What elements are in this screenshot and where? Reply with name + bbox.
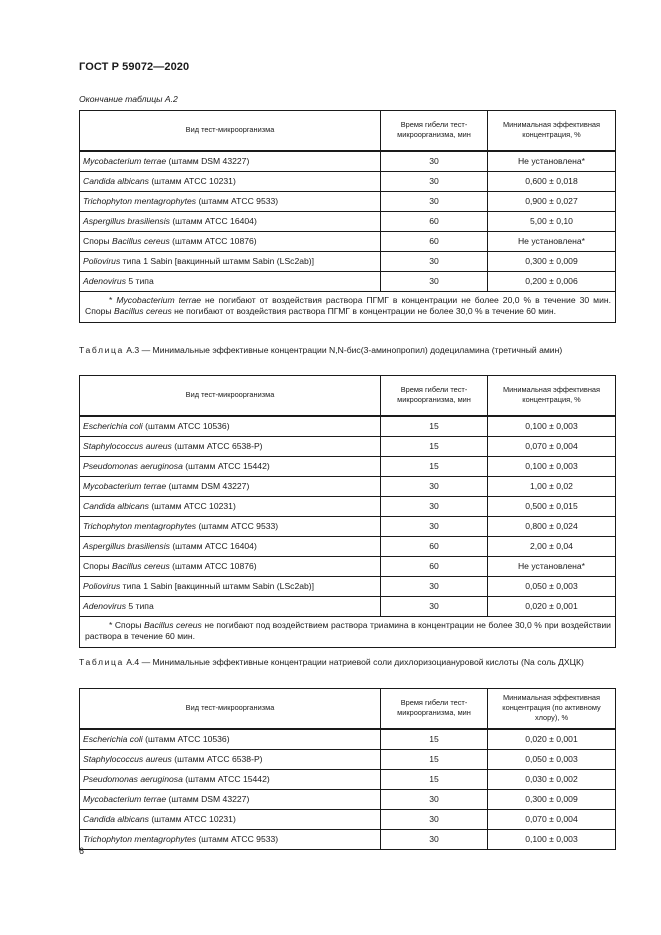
table-a4 [79, 688, 616, 850]
organism-cell: Trichophyton mentagrophytes (штамм ATCC 9533) [80, 191, 381, 211]
organism-cell: Candida albicans (штамм ATCC 10231) [80, 496, 381, 516]
organism-cell: Candida albicans (штамм ATCC 10231) [80, 171, 381, 191]
concentration-cell: 0,300 ± 0,009 [488, 251, 616, 271]
time-cell: 60 [381, 231, 488, 251]
time-cell: 30 [381, 271, 488, 291]
header-concentration: Минимальная эффективная концентрация, % [488, 376, 616, 416]
organism-cell: Mycobacterium terrae (штамм DSM 43227) [80, 151, 381, 172]
table-row [80, 809, 616, 829]
table-a3-caption: Таблица А.3 — Минимальные эффективные концентрации N,N-бис(3-аминопропил) додециламина (третичный амин) [79, 345, 563, 355]
time-cell: 15 [381, 436, 488, 456]
organism-cell: Pseudomonas aeruginosa (штамм ATCC 15442) [80, 769, 381, 789]
table-row [80, 829, 616, 849]
table-row [80, 251, 616, 271]
organism-cell: Mycobacterium terrae (штамм DSM 43227) [80, 789, 381, 809]
time-cell: 60 [381, 556, 488, 576]
concentration-cell: 0,020 ± 0,001 [488, 596, 616, 616]
time-cell: 15 [381, 769, 488, 789]
time-cell: 15 [381, 729, 488, 750]
concentration-cell: 0,100 ± 0,003 [488, 416, 616, 437]
header-time: Время гибели тест-микроорганизма, мин [381, 689, 488, 729]
concentration-cell: Не установлена* [488, 151, 616, 172]
organism-cell: Trichophyton mentagrophytes (штамм ATCC 9533) [80, 516, 381, 536]
time-cell: 30 [381, 191, 488, 211]
time-cell: 15 [381, 456, 488, 476]
concentration-cell: 0,800 ± 0,024 [488, 516, 616, 536]
table-row [80, 151, 616, 172]
concentration-cell: 0,030 ± 0,002 [488, 769, 616, 789]
table-note: * Споры Bacillus cereus не погибают под воздействием раствора триамина в концентрации не более 30,0 % при воздействии раствора в течение 60 мин. [80, 616, 616, 647]
concentration-cell: 0,500 ± 0,015 [488, 496, 616, 516]
table-row [80, 476, 616, 496]
time-cell: 30 [381, 476, 488, 496]
time-cell: 30 [381, 789, 488, 809]
organism-cell: Aspergillus brasiliensis (штамм ATCC 16404) [80, 211, 381, 231]
table-row [80, 456, 616, 476]
time-cell: 15 [381, 416, 488, 437]
table-row [80, 416, 616, 437]
table-row [80, 171, 616, 191]
organism-cell: Escherichia coli (штамм ATCC 10536) [80, 416, 381, 437]
time-cell: 15 [381, 749, 488, 769]
table-a4-caption: Таблица А.4 — Минимальные эффективные концентрации натриевой соли дихлоризоциануровой кислоты (Na соль ДХЦК) [79, 657, 584, 667]
table-row [80, 729, 616, 750]
document-header: ГОСТ Р 59072—2020 [79, 61, 190, 73]
organism-cell: Trichophyton mentagrophytes (штамм ATCC 9533) [80, 829, 381, 849]
organism-cell: Poliovirus типа 1 Sabin [вакцинный штамм Sabin (LSc2ab)] [80, 251, 381, 271]
table-row [80, 769, 616, 789]
concentration-cell: 0,070 ± 0,004 [488, 809, 616, 829]
concentration-cell: 0,100 ± 0,003 [488, 829, 616, 849]
table-row [80, 576, 616, 596]
header-organism: Вид тест-микроорганизма [80, 111, 381, 151]
time-cell: 60 [381, 536, 488, 556]
organism-cell: Poliovirus типа 1 Sabin [вакцинный штамм Sabin (LSc2ab)] [80, 576, 381, 596]
concentration-cell: 2,00 ± 0,04 [488, 536, 616, 556]
table-row [80, 516, 616, 536]
concentration-cell: Не установлена* [488, 556, 616, 576]
organism-cell: Candida albicans (штамм ATCC 10231) [80, 809, 381, 829]
table-a2 [79, 110, 616, 323]
time-cell: 30 [381, 171, 488, 191]
concentration-cell: 5,00 ± 0,10 [488, 211, 616, 231]
organism-cell: Adenovirus 5 типа [80, 271, 381, 291]
table-row [80, 749, 616, 769]
organism-cell: Споры Bacillus cereus (штамм ATCC 10876) [80, 556, 381, 576]
time-cell: 30 [381, 829, 488, 849]
time-cell: 30 [381, 576, 488, 596]
time-cell: 30 [381, 151, 488, 172]
page-number: 6 [79, 846, 85, 856]
table-row [80, 231, 616, 251]
header-time: Время гибели тест-микроорганизма, мин [381, 376, 488, 416]
concentration-cell: 0,070 ± 0,004 [488, 436, 616, 456]
concentration-cell: 0,200 ± 0,006 [488, 271, 616, 291]
table-row [80, 271, 616, 291]
table-note-row [80, 616, 616, 647]
concentration-cell: 0,050 ± 0,003 [488, 576, 616, 596]
time-cell: 30 [381, 809, 488, 829]
table-row [80, 436, 616, 456]
table-header-row [80, 376, 616, 416]
concentration-cell: 0,020 ± 0,001 [488, 729, 616, 750]
header-organism: Вид тест-микроорганизма [80, 376, 381, 416]
concentration-cell: Не установлена* [488, 231, 616, 251]
organism-cell: Mycobacterium terrae (штамм DSM 43227) [80, 476, 381, 496]
organism-cell: Staphylococcus aureus (штамм ATCC 6538-P) [80, 749, 381, 769]
time-cell: 30 [381, 251, 488, 271]
table-a3 [79, 375, 616, 648]
concentration-cell: 0,050 ± 0,003 [488, 749, 616, 769]
organism-cell: Pseudomonas aeruginosa (штамм ATCC 15442) [80, 456, 381, 476]
header-time: Время гибели тест-микроорганизма, мин [381, 111, 488, 151]
table-note: * Mycobacterium terrae не погибают от воздействия раствора ПГМГ в концентрации не более 20,0 % в течение 30 мин. Споры Bacillus cereus не погибают от воздействия раствора ПГМГ в концентрации не более 30,0 % в течение 60 мин. [80, 291, 616, 322]
concentration-cell: 0,100 ± 0,003 [488, 456, 616, 476]
table-row [80, 536, 616, 556]
table-a2-caption: Окончание таблицы А.2 [79, 94, 178, 104]
table-note-row [80, 291, 616, 322]
concentration-cell: 1,00 ± 0,02 [488, 476, 616, 496]
organism-cell: Escherichia coli (штамм ATCC 10536) [80, 729, 381, 750]
concentration-cell: 0,600 ± 0,018 [488, 171, 616, 191]
table-row [80, 789, 616, 809]
table-row [80, 556, 616, 576]
table-header-row [80, 689, 616, 729]
time-cell: 30 [381, 596, 488, 616]
header-concentration: Минимальная эффективная концентрация, % [488, 111, 616, 151]
table-row [80, 596, 616, 616]
organism-cell: Staphylococcus aureus (штамм ATCC 6538-P) [80, 436, 381, 456]
table-row [80, 191, 616, 211]
concentration-cell: 0,900 ± 0,027 [488, 191, 616, 211]
time-cell: 30 [381, 516, 488, 536]
organism-cell: Споры Bacillus cereus (штамм ATCC 10876) [80, 231, 381, 251]
concentration-cell: 0,300 ± 0,009 [488, 789, 616, 809]
time-cell: 30 [381, 496, 488, 516]
organism-cell: Adenovirus 5 типа [80, 596, 381, 616]
organism-cell: Aspergillus brasiliensis (штамм ATCC 16404) [80, 536, 381, 556]
header-organism: Вид тест-микроорганизма [80, 689, 381, 729]
table-row [80, 211, 616, 231]
header-concentration: Минимальная эффективная концентрация (по активному хлору), % [488, 689, 616, 729]
time-cell: 60 [381, 211, 488, 231]
table-row [80, 496, 616, 516]
table-header-row [80, 111, 616, 151]
